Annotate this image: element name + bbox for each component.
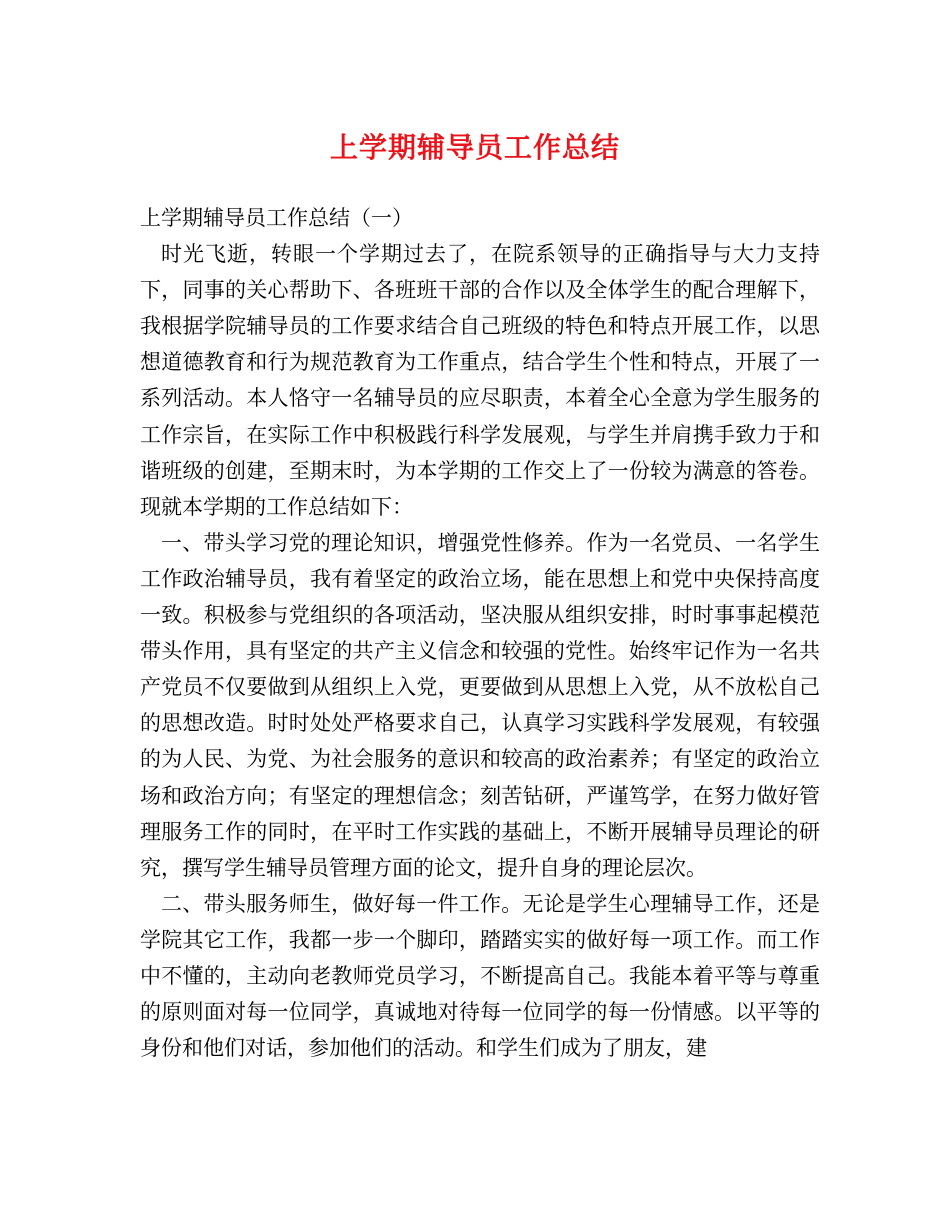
paragraph-section-2: 二、带头服务师生，做好每一件工作。无论是学生心理辅导工作，还是学院其它工作，我都一步一个脚印，踏踏实实的做好每一项工作。而工作中不懂的，主动向老教师党员学习，不断提高自己。我能本着平等与尊重的原则面对每一位同学，真诚地对待每一位同学的每一份情感。以平等的身份和他们对话，参加他们的活动。和学生们成为了朋友，建 [140,891,820,1061]
paragraph-section-1: 一、带头学习党的理论知识，增强党性修养。作为一名党员、一名学生工作政治辅导员，我有着坚定的政治立场，能在思想上和党中央保持高度一致。积极参与党组织的各项活动，坚决服从组织安排，时时事事起模范带头作用，具有坚定的共产主义信念和较强的党性。始终牢记作为一名共产党员不仅要做到从组织上入党，更要做到从思想上入党，从不放松自己的思想改造。时时处处严格要求自己，认真学习实践科学发展观，有较强的为人民、为党、为社会服务的意识和较高的政治素养；有坚定的政治立场和政治方向；有坚定的理想信念；刻苦钻研，严谨笃学，在努力做好管理服务工作的同时，在平时工作实践的基础上，不断开展辅导员理论的研究，撰写学生辅导员管理方面的论文，提升自身的理论层次。 [140,530,820,880]
document-subtitle: 上学期辅导员工作总结（一） [140,206,413,230]
document-title: 上学期辅导员工作总结 [329,131,620,164]
document-body [140,200,820,1066]
paragraph-intro: 时光飞逝，转眼一个学期过去了，在院系领导的正确指导与大力支持下，同事的关心帮助下、各班班干部的合作以及全体学生的配合理解下，我根据学院辅导员的工作要求结合自己班级的特色和特点开展工作，以思想道德教育和行为规范教育为工作重点，结合学生个性和特点，开展了一系列活动。本人恪守一名辅导员的应尽职责，本着全心全意为学生服务的工作宗旨，在实际工作中积极践行科学发展观，与学生并肩携手致力于和谐班级的创建，至期末时，为本学期的工作交上了一份较为满意的答卷。现就本学期的工作总结如下： [140,242,820,519]
